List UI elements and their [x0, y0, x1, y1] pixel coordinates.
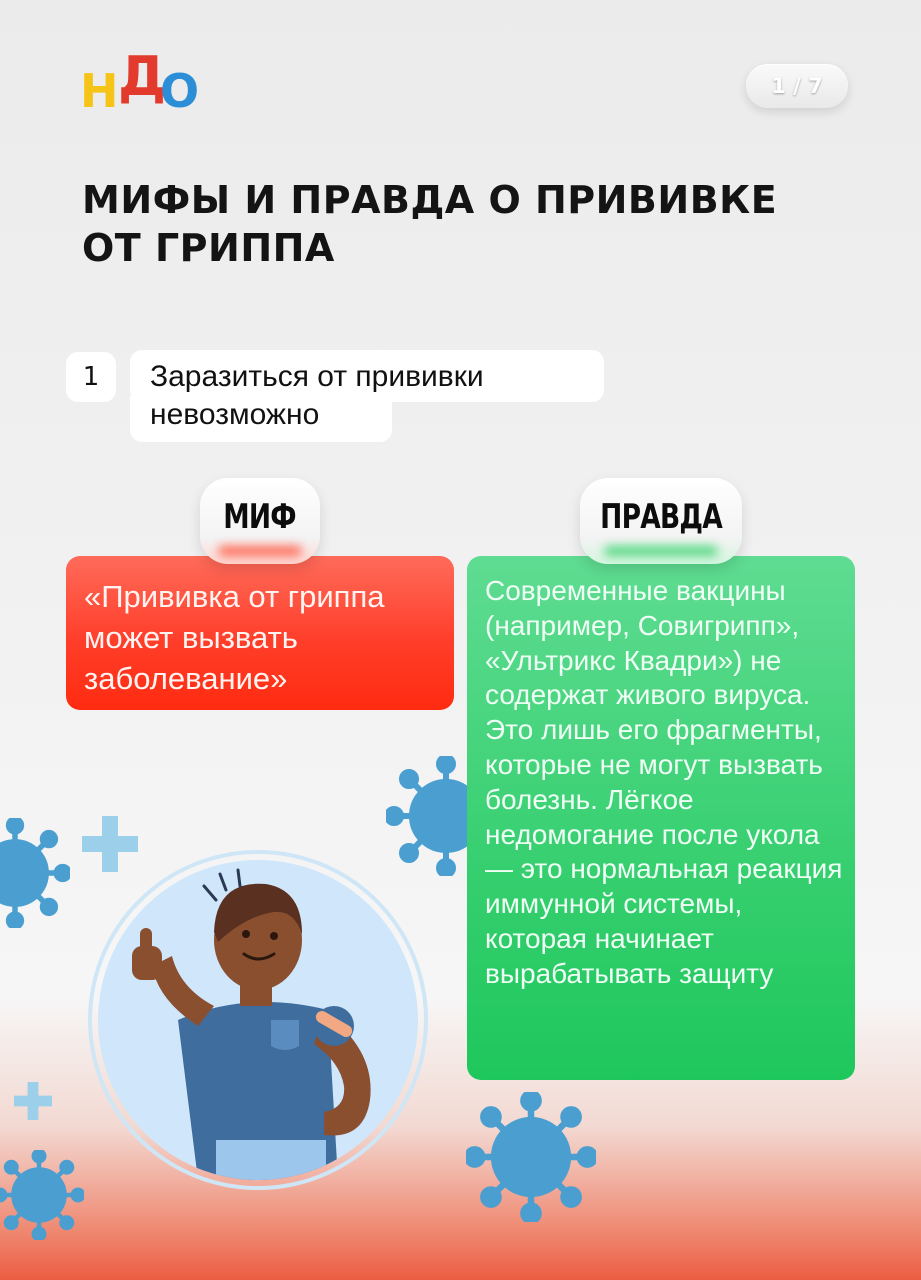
virus-icon	[0, 1150, 84, 1240]
truth-label: ПРАВДА	[600, 497, 722, 537]
truth-tab	[580, 478, 742, 564]
logo-letter-o: О	[160, 64, 200, 118]
plus-icon	[14, 1082, 52, 1120]
truth-text: Современные вакцины (например, Совигрипп», «Ультрикс Квадри») не содержат живого вируса. Это лишь его фрагменты, которые не могут вызвать болезнь. Лёгкое недомогание после укола — это нормальная реакция иммунной системы, которая начинает вырабатывать защиту	[485, 575, 843, 989]
statement-text	[150, 358, 610, 434]
logo-letter-d: Д	[118, 45, 167, 108]
brand-logo	[80, 45, 200, 118]
page-title: МИФЫ И ПРАВДА О ПРИВИВКЕ ОТ ГРИППА	[82, 178, 778, 270]
page-counter-badge: 1 / 7	[746, 64, 848, 108]
statement-line-1: Заразиться от прививки	[150, 360, 484, 393]
logo-letter-n: Н	[80, 64, 119, 118]
virus-icon	[0, 818, 70, 928]
vaccinated-man-illustration	[88, 850, 428, 1190]
virus-icon	[466, 1092, 596, 1222]
myth-label: МИФ	[223, 497, 297, 537]
myth-text: «Прививка от гриппа может вызвать заболевание»	[84, 579, 385, 696]
myth-tab	[200, 478, 320, 564]
item-number: 1	[66, 352, 116, 402]
statement-line-2: невозможно	[150, 398, 320, 431]
